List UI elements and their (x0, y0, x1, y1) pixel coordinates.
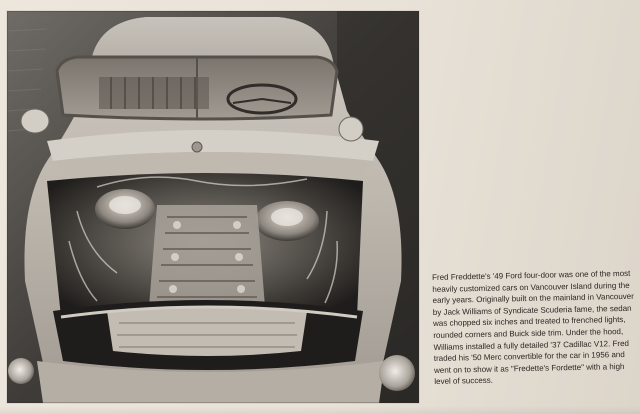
page-bottom-edge (0, 406, 640, 414)
photo-caption: Fred Freddette's '49 Ford four-door was one of the most heavily customized cars on Vancouver Island during the early years. Originally built on the mainland in Vancouver by Jack Williams of Syndicate Scuderia fame, the sedan was chopped six inches and treated to frenched lights, rounded corners and Buick side trim. Under the hood, Williams installed a fully detailed '37 Cadillac V12. Fred traded his '50 Merc convertible for the car in 1956 and went on to show it as "Fredette's Fordette" with a high level of success. (432, 268, 634, 387)
car-photo-image (7, 11, 419, 403)
car-photo (7, 11, 419, 403)
